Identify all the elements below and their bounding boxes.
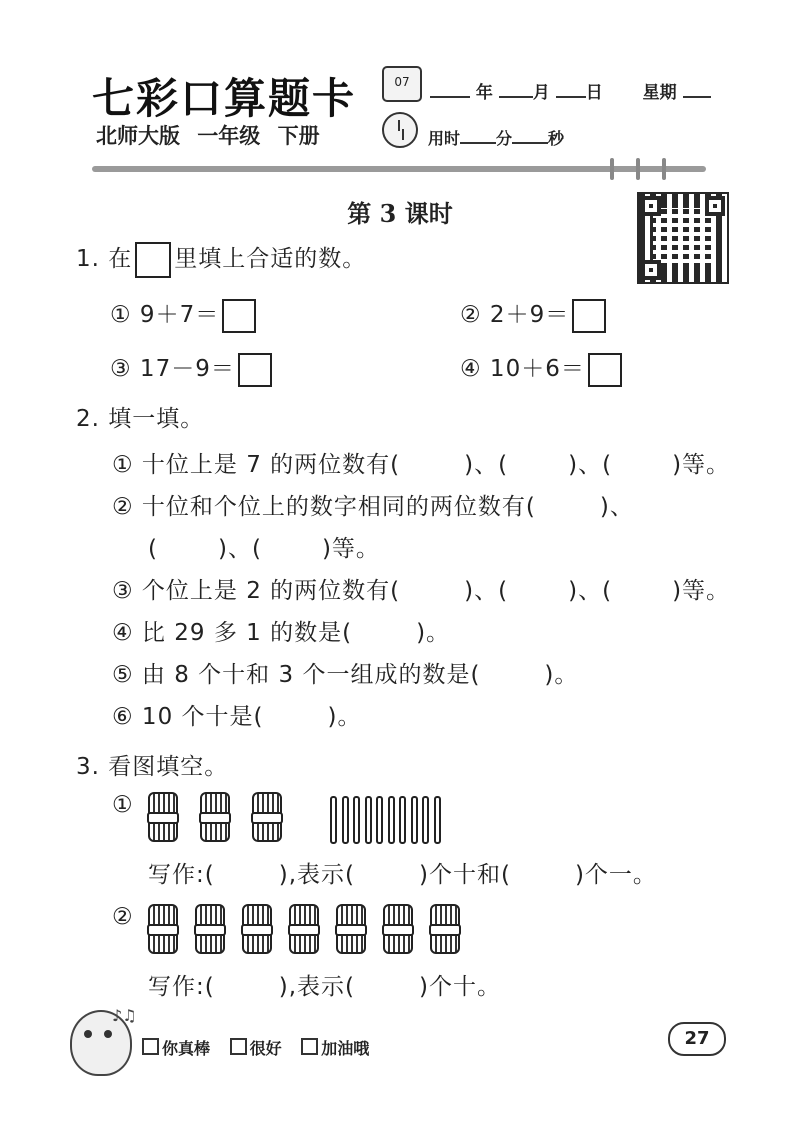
q2-text: )、( bbox=[217, 536, 262, 562]
stick-bundle bbox=[148, 792, 178, 842]
year-blank[interactable] bbox=[430, 80, 470, 98]
weekday-label: 星期 bbox=[642, 83, 677, 103]
binder-ring-icon bbox=[662, 158, 666, 180]
single-stick bbox=[399, 796, 406, 844]
q1-expr: ③ 17－9＝ bbox=[110, 356, 235, 382]
rating-checkbox[interactable] bbox=[142, 1038, 159, 1055]
q2-text: )、( bbox=[568, 578, 613, 604]
q2-text: )、( bbox=[464, 578, 509, 604]
q3-text: )个十和( bbox=[419, 862, 511, 888]
day-label: 日 bbox=[585, 83, 603, 103]
q2-text: ⑤ 由 8 个十和 3 个一组成的数是( bbox=[112, 662, 481, 688]
q2-text: ② 十位和个位上的数字相同的两位数有( bbox=[112, 494, 536, 520]
single-stick bbox=[342, 796, 349, 844]
q1-item-4 bbox=[460, 350, 625, 387]
q1-title bbox=[76, 240, 366, 278]
single-stick bbox=[376, 796, 383, 844]
q1-expr: ① 9＋7＝ bbox=[110, 302, 220, 328]
q1-expr: ④ 10＋6＝ bbox=[460, 356, 585, 382]
single-stick bbox=[388, 796, 395, 844]
page-number: 27 bbox=[668, 1022, 726, 1056]
q3-item-2-label: ② bbox=[112, 904, 134, 930]
q3-text: )个十。 bbox=[419, 974, 501, 1000]
q3-write-1 bbox=[148, 856, 657, 889]
q2-text: )。 bbox=[327, 704, 362, 730]
q2-title: 2. 填一填。 bbox=[76, 406, 205, 432]
q3-text: 写作:( bbox=[148, 974, 215, 1000]
seconds-blank[interactable] bbox=[512, 126, 548, 144]
stick-bundle bbox=[383, 904, 413, 954]
single-stick bbox=[422, 796, 429, 844]
q1-suffix: 里填上合适的数。 bbox=[174, 246, 367, 272]
self-rating bbox=[142, 1036, 369, 1059]
q2-line-2b bbox=[148, 530, 380, 563]
month-label: 月 bbox=[532, 83, 550, 103]
q1-prefix: 1. 在 bbox=[76, 246, 133, 272]
edition-label: 北师大版 一年级 下册 bbox=[96, 124, 320, 148]
stick-bundle bbox=[430, 904, 460, 954]
q2-text: )等。 bbox=[672, 452, 731, 478]
q1-item-1 bbox=[110, 296, 259, 333]
answer-box[interactable] bbox=[572, 299, 606, 333]
stick-bundle bbox=[200, 792, 230, 842]
q3-text: ),表示( bbox=[278, 974, 355, 1000]
q2-line-5 bbox=[112, 656, 578, 689]
calendar-day: 07 bbox=[394, 75, 410, 89]
q2-text: )、( bbox=[568, 452, 613, 478]
qr-code-icon[interactable] bbox=[637, 192, 729, 284]
lesson-title: 第 3 课时 bbox=[347, 199, 453, 228]
binder-ring-icon bbox=[610, 158, 614, 180]
q2-text: ③ 个位上是 2 的两位数有( bbox=[112, 578, 401, 604]
year-label: 年 bbox=[475, 83, 493, 103]
seconds-label: 秒 bbox=[548, 129, 565, 148]
rating-checkbox[interactable] bbox=[230, 1038, 247, 1055]
single-stick bbox=[365, 796, 372, 844]
q2-text: ① 十位上是 7 的两位数有( bbox=[112, 452, 401, 478]
stick-bundle bbox=[195, 904, 225, 954]
music-note-icon: ♪♫ bbox=[112, 1006, 137, 1025]
q2-text: ⑥ 10 个十是( bbox=[112, 704, 264, 730]
q3-text: ),表示( bbox=[278, 862, 355, 888]
rating-label: 加油哦 bbox=[321, 1039, 370, 1058]
q2-line-4 bbox=[112, 614, 450, 647]
q2-line-3 bbox=[112, 572, 730, 605]
single-stick bbox=[411, 796, 418, 844]
q2-line-2 bbox=[112, 488, 634, 521]
q2-text: )等。 bbox=[321, 536, 380, 562]
stick-bundle bbox=[289, 904, 319, 954]
clock-icon bbox=[382, 112, 418, 148]
minutes-blank[interactable] bbox=[460, 126, 496, 144]
rating-checkbox[interactable] bbox=[301, 1038, 318, 1055]
time-used-line bbox=[428, 126, 564, 149]
q2-text: )。 bbox=[544, 662, 579, 688]
rating-label: 你真棒 bbox=[162, 1039, 211, 1058]
brand-title: 七彩口算题卡 bbox=[92, 74, 357, 123]
weekday-blank[interactable] bbox=[683, 80, 711, 98]
q3-write-2 bbox=[148, 968, 501, 1001]
stick-bundle bbox=[242, 904, 272, 954]
q2-text: ( bbox=[148, 536, 158, 562]
binder-ring-icon bbox=[636, 158, 640, 180]
month-blank[interactable] bbox=[499, 80, 533, 98]
answer-box[interactable] bbox=[238, 353, 272, 387]
single-stick bbox=[330, 796, 337, 844]
stick-bundle bbox=[336, 904, 366, 954]
q3-text: 写作:( bbox=[148, 862, 215, 888]
q1-expr: ② 2＋9＝ bbox=[460, 302, 570, 328]
q2-line-6 bbox=[112, 698, 361, 731]
q2-text: )。 bbox=[416, 620, 451, 646]
stick-bundle bbox=[148, 904, 178, 954]
q1-item-2 bbox=[460, 296, 609, 333]
answer-box[interactable] bbox=[222, 299, 256, 333]
q2-text: )、 bbox=[599, 494, 634, 520]
date-line bbox=[430, 78, 711, 103]
day-blank[interactable] bbox=[556, 80, 586, 98]
time-used-label: 用时 bbox=[428, 129, 461, 148]
rating-label: 很好 bbox=[249, 1039, 282, 1058]
calendar-icon bbox=[382, 66, 422, 102]
q1-item-3 bbox=[110, 350, 275, 387]
q3-item-1-label: ① bbox=[112, 792, 134, 818]
q2-text: ④ 比 29 多 1 的数是( bbox=[112, 620, 353, 646]
q2-line-1 bbox=[112, 446, 730, 479]
q2-text: )等。 bbox=[672, 578, 731, 604]
answer-box[interactable] bbox=[588, 353, 622, 387]
stick-bundle bbox=[252, 792, 282, 842]
q3-text: )个一。 bbox=[574, 862, 657, 888]
single-stick bbox=[434, 796, 441, 844]
q3-title: 3. 看图填空。 bbox=[76, 754, 229, 780]
sample-box bbox=[135, 242, 171, 278]
q2-text: )、( bbox=[464, 452, 509, 478]
minutes-label: 分 bbox=[496, 129, 513, 148]
single-stick bbox=[353, 796, 360, 844]
